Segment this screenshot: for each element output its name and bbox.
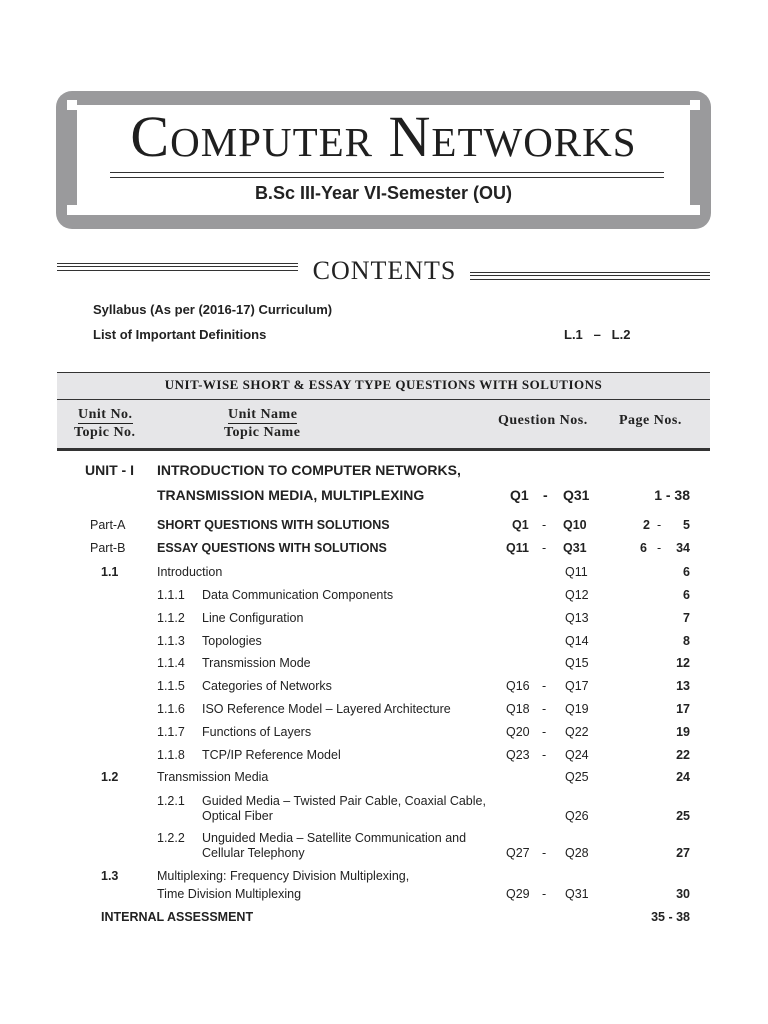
definitions-entry: List of Important Definitions [93,327,267,342]
title-divider [110,172,664,178]
subtopic-question: Q13 [565,611,589,625]
subtopic-page: 6 [683,588,690,602]
subtopic-question-dash: - [542,725,547,739]
unit-question-to: Q31 [563,487,590,503]
subtopic-name-cont: Optical Fiber [202,809,273,823]
subtopic-name: Topologies [202,634,262,648]
col-question-nos: Question Nos. [498,413,588,428]
topic-number: 1.2 [101,770,119,784]
banner-corner-ornament [67,205,77,215]
unit-number: UNIT - I [85,462,134,478]
subtopic-number: 1.1.6 [157,702,185,716]
subtopic-question-to: Q22 [565,725,589,739]
contents-rule-left [57,263,298,271]
subtopic-question-dash: - [542,702,547,716]
contents-rule-right [470,272,710,280]
subtopic-number: 1.1.3 [157,634,185,648]
subtopic-question-to: Q28 [565,846,589,860]
subtopic-number: 1.2.1 [157,794,185,808]
topic-number: 1.3 [101,869,119,883]
part-a-p-dash: - [657,518,662,532]
col-topic-name: Topic Name [224,425,301,440]
subtopic-question-dash: - [542,748,547,762]
topic-name: Transmission Media [157,770,269,784]
part-b-p-to: 34 [676,541,690,555]
part-b-label: Part-B [90,541,126,555]
subtopic-page: 12 [676,656,690,670]
subtopic-question: Q14 [565,634,589,648]
topic-question-from: Q29 [506,887,530,901]
subtopic-number: 1.1.7 [157,725,185,739]
subtopic-page: 13 [676,679,690,693]
subtopic-number: 1.1.8 [157,748,185,762]
subtopic-question-dash: - [542,846,547,860]
subtopic-number: 1.2.2 [157,831,185,845]
contents-heading: CONTENTS [312,256,457,285]
part-a-p-to: 5 [683,518,690,532]
subtopic-question-dash: - [542,679,547,693]
subtopic-question: Q15 [565,656,589,670]
subtopic-number: 1.1.5 [157,679,185,693]
subtopic-name: ISO Reference Model – Layered Architecture [202,702,451,716]
part-b-p-dash: - [657,541,662,555]
topic-question-dash: - [542,887,547,901]
subtopic-question-to: Q24 [565,748,589,762]
subtopic-number: 1.1.2 [157,611,185,625]
subtopic-name: Transmission Mode [202,656,311,670]
subtopic-page: 7 [683,611,690,625]
book-subtitle: B.Sc III-Year VI-Semester (OU) [254,183,513,203]
banner-corner-ornament [690,100,700,110]
book-title: Computer Networks [130,104,637,169]
subtopic-question: Q12 [565,588,589,602]
unit-name-line2: TRANSMISSION MEDIA, MULTIPLEXING [157,487,425,503]
column-header-bar [57,399,710,451]
subtopic-name: TCP/IP Reference Model [202,748,341,762]
part-b-q-dash: - [542,541,547,555]
subtopic-name: Guided Media – Twisted Pair Cable, Coaxial Cable, [202,794,486,808]
subtopic-page: 19 [676,725,690,739]
definitions-pages: L.1 – L.2 [564,327,631,342]
topic-question: Q25 [565,770,589,784]
subtopic-name: Unguided Media – Satellite Communication and [202,831,467,845]
subtopic-question-from: Q27 [506,846,530,860]
part-a-label: Part-A [90,518,126,532]
subtopic-question-from: Q23 [506,748,530,762]
unit-question-from: Q1 [510,487,529,503]
topic-question: Q11 [565,565,588,579]
topic-page: 6 [683,565,690,579]
subtopic-question-to: Q17 [565,679,589,693]
subtopic-page: 27 [676,846,690,860]
topic-page: 24 [676,770,690,784]
part-b-q-from: Q11 [506,541,529,555]
topic-page: 30 [676,887,690,901]
unit-name: INTRODUCTION TO COMPUTER NETWORKS, [157,462,461,478]
subtopic-question-to: Q19 [565,702,589,716]
topic-question-to: Q31 [565,887,589,901]
syllabus-entry: Syllabus (As per (2016-17) Curriculum) [93,302,333,317]
subtopic-number: 1.1.4 [157,656,185,670]
subtopic-name: Data Communication Components [202,588,394,602]
subtopic-question: Q26 [565,809,589,823]
part-a-q-from: Q1 [512,518,529,532]
col-unit-no: Unit No. [78,407,133,422]
part-a-q-to: Q10 [563,518,587,532]
assessment-label: INTERNAL ASSESSMENT [101,910,254,924]
assessment-pages: 35 - 38 [651,910,690,924]
col-unit-name: Unit Name [228,407,298,422]
col-page-nos: Page Nos. [619,413,682,428]
subtopic-name: Functions of Layers [202,725,312,739]
subtopic-name-cont: Cellular Telephony [202,846,305,860]
part-b-q-to: Q31 [563,541,587,555]
topic-name: Introduction [157,565,223,579]
subtopic-page: 22 [676,748,690,762]
part-a-p-from: 2 [643,518,650,532]
unit-question-dash: - [543,487,548,503]
part-a-name: SHORT QUESTIONS WITH SOLUTIONS [157,518,390,532]
col-topic-no: Topic No. [74,425,136,440]
topic-name-cont: Time Division Multiplexing [157,887,302,901]
section-title: UNIT-WISE SHORT & ESSAY TYPE QUESTIONS WITH SOLUTIONS [164,377,603,392]
subtopic-number: 1.1.1 [157,588,185,602]
banner-corner-ornament [690,205,700,215]
subtopic-page: 17 [676,702,690,716]
subtopic-page: 8 [683,634,690,648]
subtopic-question-from: Q20 [506,725,530,739]
part-b-name: ESSAY QUESTIONS WITH SOLUTIONS [157,541,387,555]
subtopic-name: Line Configuration [202,611,304,625]
banner-corner-ornament [67,100,77,110]
part-a-q-dash: - [542,518,547,532]
subtopic-question-from: Q16 [506,679,530,693]
topic-name: Multiplexing: Frequency Division Multiplexing, [157,869,410,883]
subtopic-question-from: Q18 [506,702,530,716]
topic-number: 1.1 [101,565,119,579]
subtopic-page: 25 [676,809,690,823]
unit-pages: 1 - 38 [654,487,690,503]
subtopic-name: Categories of Networks [202,679,332,693]
part-b-p-from: 6 [640,541,647,555]
